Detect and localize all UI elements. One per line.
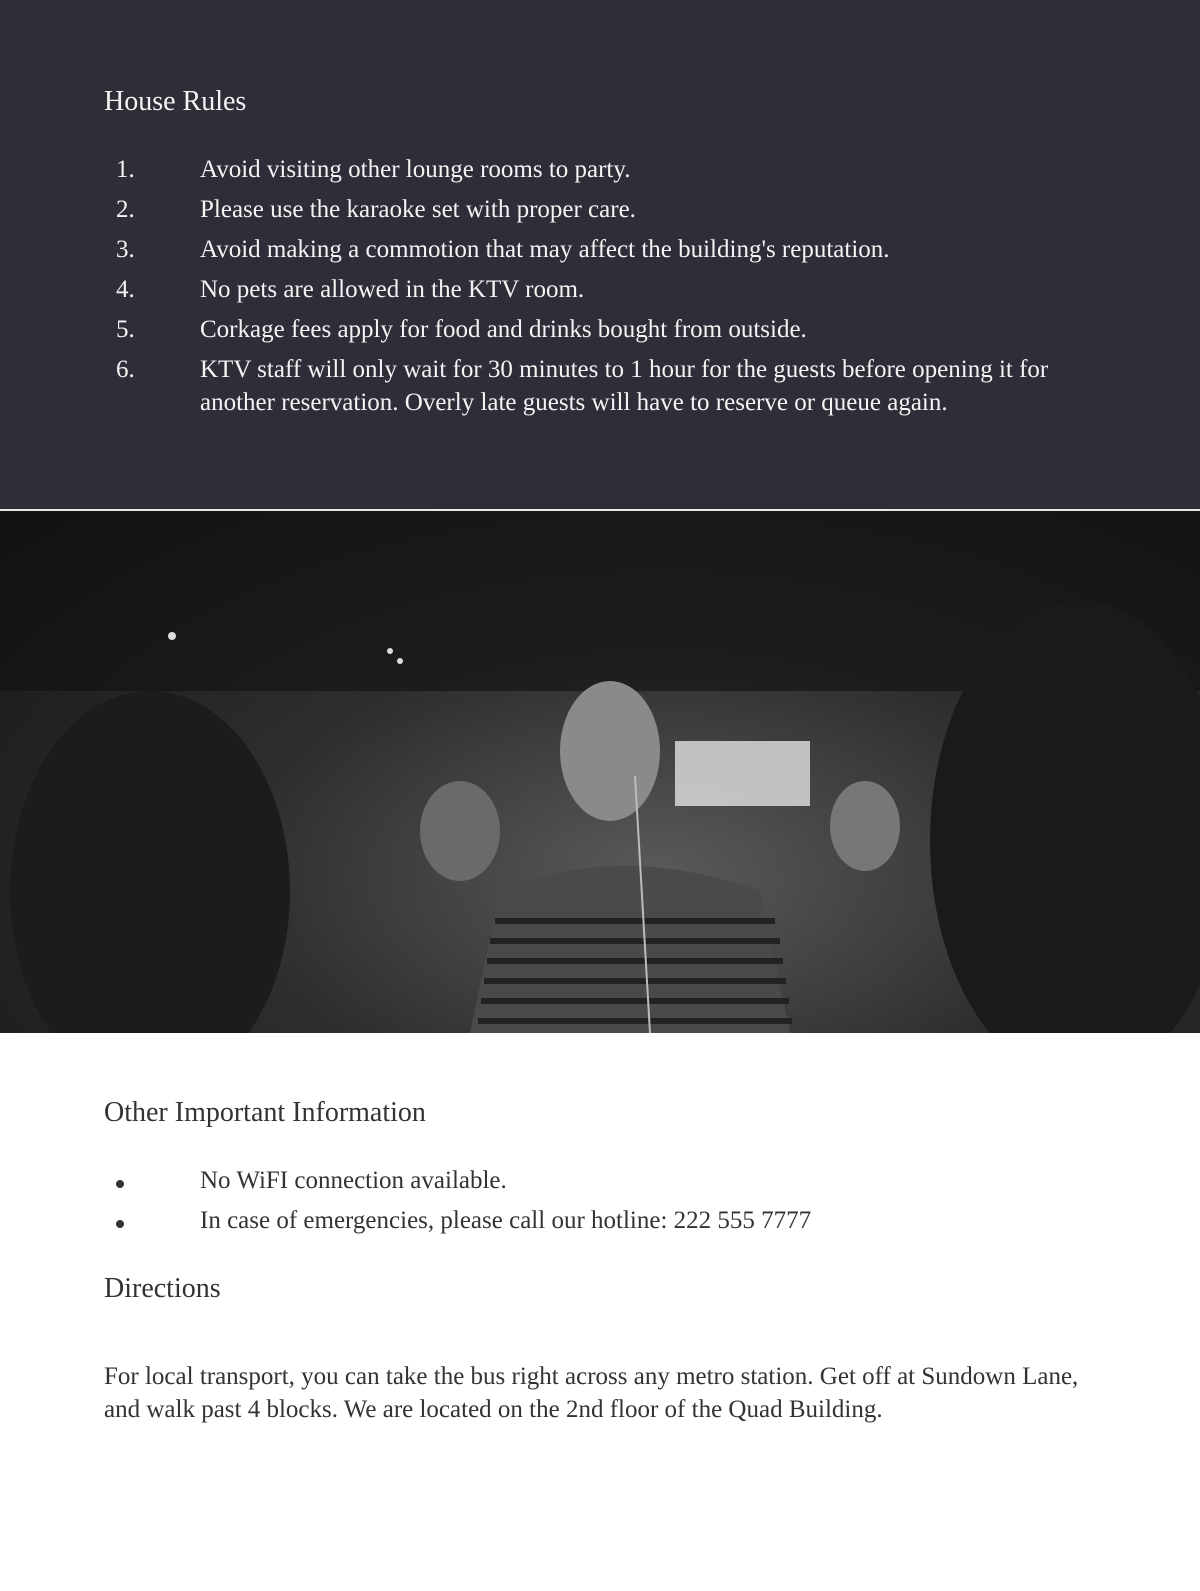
list-item-text: In case of emergencies, please call our hotline: 222 555 7777 <box>200 1207 812 1234</box>
bullet-icon <box>116 1220 124 1228</box>
list-item <box>104 153 1104 186</box>
list-item-text: No pets are allowed in the KTV room. <box>200 276 585 303</box>
list-marker: 4. <box>116 276 135 303</box>
list-item <box>104 1164 1104 1197</box>
list-item-text: Avoid visiting other lounge rooms to party. <box>200 156 631 183</box>
house-rules-list <box>104 153 1104 426</box>
other-info-list <box>104 1164 1104 1244</box>
list-item-text: Please use the karaoke set with proper care. <box>200 196 636 223</box>
bullet-marker <box>104 1164 200 1197</box>
list-item <box>104 353 1104 419</box>
list-item-text: Avoid making a commotion that may affect the building's reputation. <box>200 236 890 263</box>
list-marker: 3. <box>116 236 135 263</box>
list-item <box>104 1204 1104 1237</box>
karaoke-crowd-image <box>0 511 1200 1033</box>
list-item <box>104 313 1104 346</box>
house-rules-section <box>0 0 1200 509</box>
list-marker: 5. <box>116 316 135 343</box>
list-marker: 1. <box>116 156 135 183</box>
list-item-text: Corkage fees apply for food and drinks bought from outside. <box>200 316 807 343</box>
karaoke-photo <box>0 511 1200 1033</box>
list-item-text: KTV staff will only wait for 30 minutes to 1 hour for the guests before opening it for another reservation. Overly late guests will have to reserve or queue again. <box>200 356 1049 416</box>
other-info-heading: Other Important Information <box>104 1097 426 1128</box>
house-rules-heading: House Rules <box>104 86 247 117</box>
list-item <box>104 273 1104 306</box>
bullet-marker <box>104 1204 200 1237</box>
list-marker: 6. <box>116 356 135 383</box>
list-marker: 2. <box>116 196 135 223</box>
list-item-text: No WiFI connection available. <box>200 1167 507 1194</box>
directions-text: For local transport, you can take the bus right across any metro station. Get off at Sundown Lane, and walk past 4 blocks. We are located on the 2nd floor of the Quad Building. <box>104 1363 1079 1423</box>
list-item <box>104 233 1104 266</box>
list-item <box>104 193 1104 226</box>
directions-heading: Directions <box>104 1273 221 1304</box>
bullet-icon <box>116 1180 124 1188</box>
